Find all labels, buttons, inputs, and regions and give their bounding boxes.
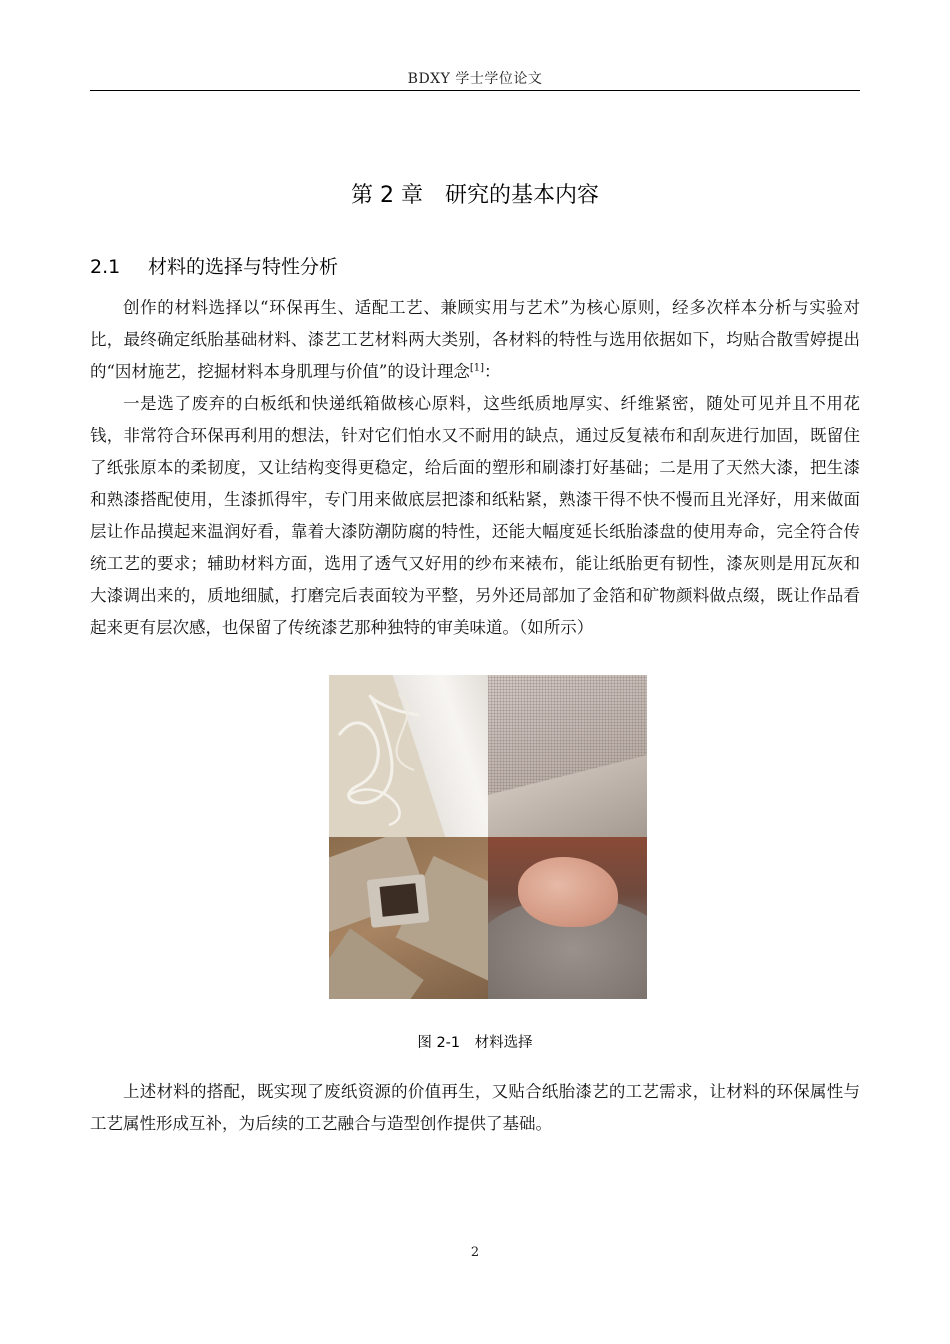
paragraph-1-end: ：: [484, 362, 501, 381]
header-rule: [90, 90, 860, 91]
section-number: 2.1: [90, 256, 121, 278]
section-heading: [90, 252, 860, 279]
photo-gauze-cloth: [488, 675, 647, 837]
paragraph-3: 上述材料的搭配，既实现了废纸资源的价值再生，又贴合纸胎漆艺的工艺需求，让材料的环保属性与工艺属性形成互补，为后续的工艺融合与造型创作提供了基础。: [90, 1082, 860, 1133]
figure-2-1: [329, 675, 647, 999]
photo-white-board-paper: [329, 675, 488, 837]
citation-ref: [1]: [469, 362, 485, 374]
photo-lacquer-ash: [488, 837, 647, 999]
section-title: 材料的选择与特性分析: [148, 256, 339, 278]
swirl-drawing: [329, 675, 488, 837]
figure-caption: 图 2-1 材料选择: [417, 1035, 533, 1051]
page-number: 2: [470, 1245, 480, 1260]
lacquer-paste-shape: [518, 857, 618, 927]
paragraph-1-text: 创作的材料选择以“环保再生、适配工艺、兼顾实用与艺术”为核心原则，经多次样本分析与实验对比，最终确定纸胎基础材料、漆艺工艺材料两大类别，各材料的特性与选用依据如下，均贴合散雪婷提出的“因材施艺，挖掘材料本身肌理与价值”的设计理念: [90, 298, 860, 381]
photo-paper-tray: [329, 837, 488, 999]
paragraph-2: 一是选了废弃的白板纸和快递纸箱做核心原料，这些纸质地厚实、纤维紧密，随处可见并且不用花钱，非常符合环保再利用的想法，针对它们怕水又不耐用的缺点，通过反复裱布和刮灰进行加固，既留住了纸张原本的柔韧度，又让结构变得更稳定，给后面的塑形和刷漆打好基础；二是用了天然大漆，把生漆和熟漆搭配使用，生漆抓得牢，专门用来做底层把漆和纸粘紧，熟漆干得不快不慢而且光泽好，用来做面层让作品摸起来温润好看，靠着大漆防潮防腐的特性，还能大幅度延长纸胎漆盘的使用寿命，完全符合传统工艺的要求；辅助材料方面，选用了透气又好用的纱布来裱布，能让纸胎更有韧性，漆灰则是用瓦灰和大漆调出来的，质地细腻，打磨完后表面较为平整，另外还局部加了金箔和矿物颜料做点缀，既让作品看起来更有层次感，也保留了传统漆艺那种独特的审美味道。（如所示）: [90, 394, 860, 637]
running-header: BDXY 学士学位论文: [407, 71, 543, 87]
chapter-title: 第 2 章 研究的基本内容: [351, 183, 599, 208]
cloth-fold-shape: [488, 753, 647, 837]
paragraph-1: [90, 292, 860, 388]
tray-inner-shape: [380, 883, 419, 917]
